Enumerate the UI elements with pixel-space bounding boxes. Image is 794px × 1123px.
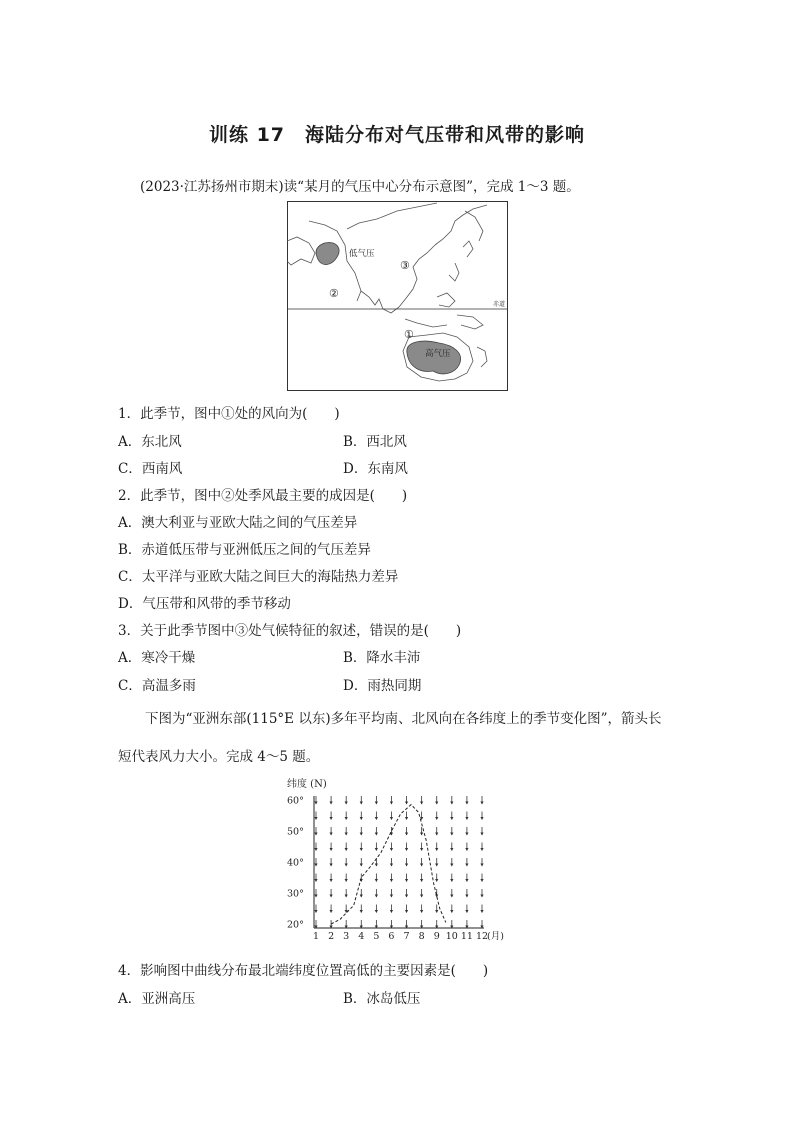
wind-arrow: [329, 858, 332, 867]
wind-arrow: [345, 874, 348, 883]
wind-arrow: [480, 905, 483, 914]
wind-arrow: [480, 812, 483, 821]
wind-arrow: [329, 920, 332, 929]
wind-arrow: [465, 874, 468, 883]
q4-option-a: A．亚洲高压: [118, 991, 196, 1007]
wind-arrow: [390, 812, 393, 821]
chart-svg: [283, 776, 513, 948]
x-tick-label: 4: [358, 931, 365, 942]
intro-text: (2023·江苏扬州市期末)读“某月的气压中心分布示意图”，完成 1～3 题。: [140, 179, 580, 195]
wind-arrow: [405, 874, 408, 883]
wind-arrow: [360, 858, 363, 867]
wind-arrow: [314, 827, 317, 836]
q3-option-b: B．降水丰沛: [343, 650, 421, 666]
wind-arrow: [375, 889, 378, 898]
wind-arrow: [375, 843, 378, 852]
marker-1: ①: [404, 328, 414, 341]
x-tick-label: 1: [312, 931, 320, 942]
wind-arrow: [405, 889, 408, 898]
wind-arrow: [390, 874, 393, 883]
y-tick-label: 50°: [287, 826, 304, 838]
wind-arrow: [480, 843, 483, 852]
q1-option-a: A．东北风: [118, 434, 182, 450]
wind-arrow: [435, 843, 438, 852]
map-svg: [287, 201, 508, 391]
wind-arrow: [465, 843, 468, 852]
wind-arrow: [360, 889, 363, 898]
wind-arrow: [480, 796, 483, 805]
y-tick-label: 40°: [287, 857, 304, 869]
wind-arrow: [450, 874, 453, 883]
wind-arrow: [329, 889, 332, 898]
wind-arrow: [465, 812, 468, 821]
wind-arrow: [435, 905, 438, 914]
wind-arrow: [480, 827, 483, 836]
q3-stem: 3．关于此季节图中③处气候特征的叙述，错误的是( ): [118, 623, 462, 639]
q1-option-b: B．西北风: [343, 434, 407, 450]
wind-arrow: [345, 812, 348, 821]
low-pressure-label: 低气压: [349, 249, 375, 259]
page-title: 训练 17 海陆分布对气压带和风带的影响: [208, 124, 586, 146]
wind-arrow: [450, 858, 453, 867]
wind-arrow: [405, 812, 408, 821]
map-frame: [288, 202, 508, 391]
wind-arrow: [375, 874, 378, 883]
y-tick-label: 20°: [287, 919, 304, 931]
wind-arrow: [314, 812, 317, 821]
wind-arrow: [329, 905, 332, 914]
wind-arrow: [345, 843, 348, 852]
x-tick-label: 12: [475, 931, 489, 942]
wind-arrow: [435, 796, 438, 805]
wind-arrow: [480, 920, 483, 929]
q2-option-d: D．气压带和风带的季节移动: [118, 596, 291, 612]
wind-arrow: [314, 843, 317, 852]
wind-arrow: [450, 905, 453, 914]
wind-arrow: [420, 858, 423, 867]
wind-arrow: [465, 796, 468, 805]
wind-arrow: [405, 796, 408, 805]
x-tick-label: 5: [373, 931, 380, 942]
wind-arrow: [390, 905, 393, 914]
wind-arrow: [420, 827, 423, 836]
wind-arrow: [480, 874, 483, 883]
wind-arrow: [450, 827, 453, 836]
wind-arrow: [420, 920, 423, 929]
wind-arrow: [390, 843, 393, 852]
x-tick-label: 3: [343, 931, 350, 942]
y-axis-label: 纬度 (N): [287, 779, 327, 790]
series-curve: [331, 805, 446, 924]
wind-arrow: [390, 858, 393, 867]
equator-label: 赤道: [493, 301, 506, 308]
wind-arrow: [450, 812, 453, 821]
x-tick-label: 7: [403, 931, 410, 942]
wind-arrow: [329, 874, 332, 883]
wind-arrow: [345, 796, 348, 805]
intro2-line2: 短代表风力大小。完成 4～5 题。: [118, 749, 320, 765]
wind-arrow: [360, 812, 363, 821]
q3-option-d: D．雨热同期: [343, 678, 422, 694]
q3-option-a: A．寒冷干燥: [118, 650, 196, 666]
x-axis-label: (月): [487, 931, 504, 942]
q2-option-a: A．澳大利亚与亚欧大陆之间的气压差异: [118, 515, 358, 531]
wind-arrow: [375, 796, 378, 805]
x-tick-label: 10: [445, 931, 458, 942]
wind-arrow: [435, 812, 438, 821]
wind-arrow: [314, 889, 317, 898]
wind-arrow: [480, 889, 483, 898]
wind-arrow: [465, 827, 468, 836]
q3-option-c: C．高温多雨: [118, 678, 196, 694]
wind-arrow: [450, 796, 453, 805]
q1-option-d: D．东南风: [343, 461, 408, 477]
wind-arrow: [345, 858, 348, 867]
wind-arrow: [345, 889, 348, 898]
wind-arrow: [314, 874, 317, 883]
wind-arrow: [435, 827, 438, 836]
marker-2: ②: [329, 287, 339, 300]
wind-arrow: [314, 796, 317, 805]
wind-arrow: [314, 905, 317, 914]
q2-option-c: C．太平洋与亚欧大陆之间巨大的海陆热力差异: [118, 569, 399, 585]
wind-arrow: [435, 920, 438, 929]
x-tick-label: 9: [433, 931, 440, 942]
wind-arrow: [375, 827, 378, 836]
y-tick-label: 60°: [287, 795, 304, 807]
q2-option-b: B．赤道低压带与亚洲低压之间的气压差异: [118, 542, 371, 558]
pressure-center-map: [287, 201, 508, 391]
wind-arrow: [390, 889, 393, 898]
high-pressure-label: 高气压: [425, 349, 451, 359]
wind-arrow: [375, 920, 378, 929]
wind-arrow: [360, 827, 363, 836]
wind-arrow: [465, 858, 468, 867]
wind-arrow: [450, 843, 453, 852]
wind-arrow: [329, 827, 332, 836]
wind-arrow: [435, 874, 438, 883]
wind-arrow: [375, 812, 378, 821]
intro2-line1: 下图为“亚洲东部(115°E 以东)多年平均南、北风向在各纬度上的季节变化图”，箭头长: [145, 711, 662, 727]
wind-arrow: [390, 920, 393, 929]
x-tick-label: 11: [460, 931, 473, 942]
wind-arrow: [329, 796, 332, 805]
wind-arrow: [360, 843, 363, 852]
x-tick-label: 6: [388, 931, 395, 942]
wind-arrow: [450, 889, 453, 898]
wind-arrow: [405, 905, 408, 914]
wind-arrow: [465, 905, 468, 914]
wind-arrow: [329, 843, 332, 852]
wind-arrow: [375, 905, 378, 914]
wind-arrow: [420, 889, 423, 898]
wind-latitude-chart: [283, 776, 513, 948]
x-tick-label: 8: [418, 931, 425, 942]
wind-arrow: [420, 874, 423, 883]
wind-arrow: [465, 920, 468, 929]
wind-arrow: [314, 920, 317, 929]
wind-arrow: [405, 858, 408, 867]
wind-arrow: [345, 827, 348, 836]
wind-arrow: [360, 905, 363, 914]
wind-arrow: [450, 920, 453, 929]
wind-arrow: [480, 858, 483, 867]
wind-arrow: [420, 796, 423, 805]
y-tick-label: 30°: [287, 888, 304, 900]
q4-option-b: B．冰岛低压: [343, 991, 421, 1007]
wind-arrow: [405, 920, 408, 929]
x-tick-label: 2: [328, 931, 335, 942]
q2-stem: 2．此季节，图中②处季风最主要的成因是( ): [118, 488, 408, 504]
wind-arrow: [390, 796, 393, 805]
q4-stem: 4．影响图中曲线分布最北端纬度位置高低的主要因素是( ): [118, 963, 489, 979]
q1-stem: 1．此季节，图中①处的风向为( ): [118, 406, 340, 422]
q1-option-c: C．西南风: [118, 461, 183, 477]
wind-arrow: [329, 812, 332, 821]
wind-arrow: [314, 858, 317, 867]
wind-arrow: [345, 920, 348, 929]
wind-arrow: [465, 889, 468, 898]
wind-arrow: [360, 920, 363, 929]
wind-arrow: [435, 858, 438, 867]
wind-arrow: [360, 796, 363, 805]
marker-3: ③: [400, 259, 410, 272]
wind-arrow: [405, 827, 408, 836]
wind-arrow: [405, 843, 408, 852]
wind-arrow: [420, 843, 423, 852]
wind-arrow: [420, 905, 423, 914]
